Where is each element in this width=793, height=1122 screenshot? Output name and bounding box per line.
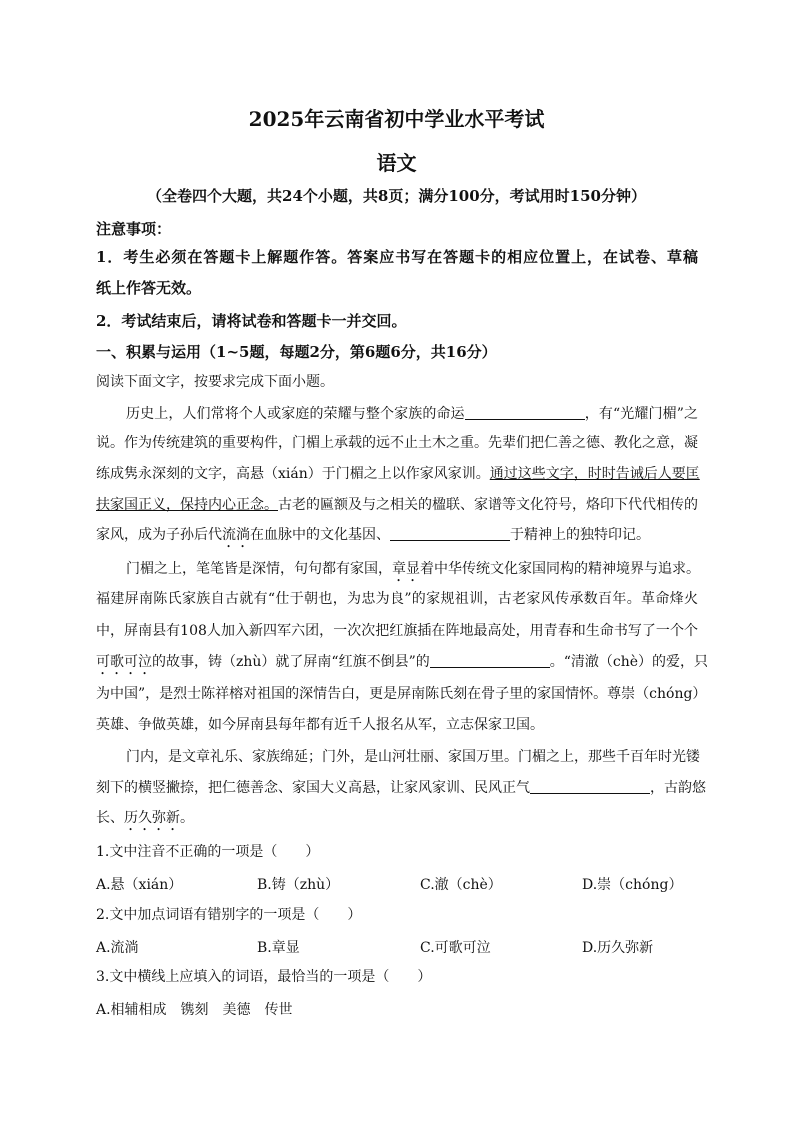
q2-option-d[interactable]: D.历久弥新 — [582, 940, 654, 956]
passage-line — [96, 652, 709, 678]
q3-option-a[interactable]: A.相辅相成 镌刻 美德 传世 — [96, 1002, 293, 1018]
passage-text: 于精神上的独特印记。 — [510, 527, 650, 543]
passage-text: ，古韵悠 — [650, 780, 706, 796]
passage-text: 历史上，人们常将个人或家庭的荣耀与整个家族的命运 — [126, 406, 465, 422]
passage-text: 着中华传统文化家国同构的精神境界与追求。 — [420, 561, 700, 577]
passage-text: 的故事，铸（zhù）就了屏南“红旗不倒县”的 — [152, 654, 430, 670]
passage-text: 古老的匾额及与之相关的楹联、家谱等文化符号，烙印下代代相传的 — [278, 497, 698, 513]
passage-line: 门内，是文章礼乐、家族绵延；门外，是山河壮丽、家国万里。门楣之上，那些千百年时光镂 — [126, 749, 700, 765]
section-heading: 一、积累与运用（1~5题，每题2分，第6题6分，共16分） — [96, 343, 497, 361]
passage-text: 长、 — [96, 810, 124, 826]
fill-blank — [530, 779, 650, 794]
note-1-line-1: 1．考生必须在答题卡上解题作答。答案应书写在答题卡的相应位置上，在试卷、草稿 — [96, 248, 698, 266]
note-2: 2．考试结束后，请将试卷和答题卡一并交回。 — [96, 312, 407, 330]
note-1-line-2: 纸上作答无效。 — [96, 279, 202, 297]
fill-blank — [465, 405, 585, 420]
dotted-word: 历久弥新 — [124, 810, 180, 826]
passage-text: 门楣之上，笔笔皆是深情，句句都有家国， — [126, 561, 392, 577]
passage-text: 。 — [180, 810, 194, 826]
exam-info: （全卷四个大题，共24个小题，共8页；满分100分，考试用时150分钟） — [147, 187, 646, 205]
exam-title: 2025年云南省初中学业水平考试 — [248, 107, 545, 131]
question-2: 2.文中加点词语有错别字的一项是（ ） — [96, 907, 362, 923]
q1-option-c[interactable]: C.澈（chè） — [420, 877, 502, 893]
passage-line: 说。作为传统建筑的重要构件，门楣上承载的远不止土木之重。先辈们把仁善之德、教化之意，凝 — [96, 435, 698, 451]
q1-option-b[interactable]: B.铸（zhù） — [257, 877, 340, 893]
passage-line — [126, 559, 698, 585]
passage-line — [96, 464, 698, 484]
fill-blank — [390, 526, 510, 541]
section-instruction: 阅读下面文字，按要求完成下面小题。 — [96, 374, 334, 390]
passage-text: ，有“光耀门楣”之 — [584, 406, 698, 422]
underlined-sentence: 扶家国正义，保持内心正念。 — [96, 497, 278, 513]
q2-option-a[interactable]: A.流淌 — [96, 940, 139, 956]
q1-option-a[interactable]: A.悬（xián） — [96, 877, 183, 893]
passage-line — [96, 495, 698, 515]
notes-heading: 注意事项： — [96, 220, 172, 238]
question-1: 1.文中注音不正确的一项是（ ） — [96, 844, 320, 860]
dotted-word: 章显 — [392, 561, 420, 577]
passage-line — [96, 808, 698, 834]
passage-text: 刻下的横竖撇捺，把仁德善念、家国大义高悬，让家风家训、民风正气 — [96, 780, 530, 796]
q1-option-d[interactable]: D.崇（chóng） — [582, 877, 683, 893]
fill-blank — [430, 653, 550, 668]
passage-line: 福建屏南陈氏家族自古就有“仕于朝也，为忠为良”的家规祖训，古老家风传承数百年。革命烽火 — [96, 591, 698, 607]
passage-line — [96, 525, 698, 551]
passage-text: 在血脉中的文化基因、 — [250, 527, 390, 543]
q2-option-b[interactable]: B.章显 — [257, 940, 300, 956]
passage-line: 为中国”，是烈士陈祥榕对祖国的深情告白，更是屏南陈氏刻在骨子里的家国情怀。尊崇（chóng） — [96, 686, 707, 702]
passage-text: 家风，成为子孙后代 — [96, 527, 222, 543]
underlined-sentence: 通过这些文字，时时告诫后人要匡 — [489, 466, 700, 482]
dotted-word: 可歌可泣 — [96, 654, 152, 670]
q2-option-c[interactable]: C.可歌可泣 — [420, 940, 491, 956]
question-3: 3.文中横线上应填入的词语，最恰当的一项是（ ） — [96, 969, 432, 985]
passage-line: 中，屏南县有108人加入新四军六团，一次次把红旗插在阵地最高处，用青春和生命书写了一个个 — [96, 623, 698, 639]
passage-text: 练成隽永深刻的文字，高悬（xián）于门楣之上以作家风家训。 — [96, 466, 490, 482]
passage-line: 英雄、争做英雄，如今屏南县每年都有近千人报名从军，立志保家卫国。 — [96, 717, 544, 733]
passage-line — [126, 404, 698, 424]
subject-title: 语文 — [376, 151, 417, 175]
dotted-word: 流淌 — [222, 527, 250, 543]
passage-text: 。“清澈（chè）的爱，只 — [549, 654, 709, 670]
passage-line — [96, 778, 706, 798]
